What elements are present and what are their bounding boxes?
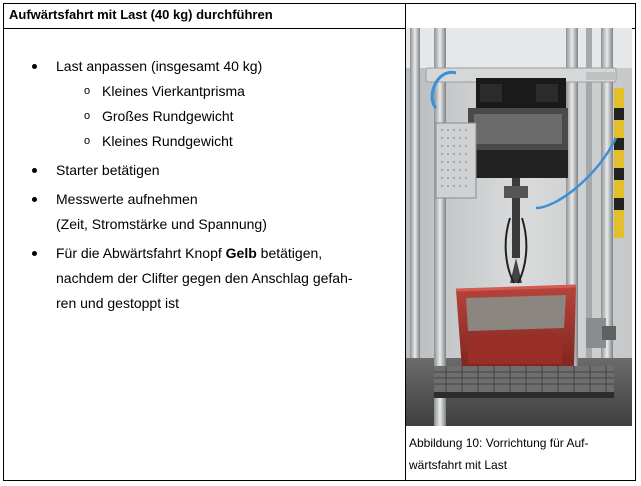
list-item-text: Starter betätigen <box>56 162 160 178</box>
caption-line: Abbildung 10: Vorrichtung für Auf- <box>409 436 589 450</box>
sub-list-item-text: Kleines Vierkantprisma <box>102 83 245 99</box>
list-item-text-continued: ren und gestoppt ist <box>56 295 179 311</box>
sub-list-item <box>4 79 404 104</box>
circle-bullet-icon: o <box>84 135 91 147</box>
list-item-downward <box>4 241 404 316</box>
list-item-text-continued: nachdem der Clifter gegen den Anschlag gefah- <box>56 270 353 286</box>
list-item-text: Last anpassen (insgesamt 40 kg) <box>56 58 263 74</box>
bullet-icon <box>32 64 37 69</box>
list-item-text-continued: (Zeit, Stromstärke und Spannung) <box>56 216 267 232</box>
figure-caption <box>409 432 634 476</box>
sub-list-item-text: Großes Rundgewicht <box>102 108 234 124</box>
circle-bullet-icon: o <box>84 110 91 122</box>
sub-list-item-text: Kleines Rundgewicht <box>102 133 233 149</box>
button-color-label: Gelb <box>225 245 257 261</box>
instruction-list <box>4 54 404 316</box>
list-item-text: Messwerte aufnehmen <box>56 191 198 207</box>
list-item-starter <box>4 158 404 183</box>
header-divider <box>4 28 405 29</box>
caption-line: wärtsfahrt mit Last <box>409 458 508 472</box>
list-item-measure <box>4 187 404 237</box>
section-title: Aufwärtsfahrt mit Last (40 kg) durchführen <box>9 7 273 22</box>
apparatus-photo <box>406 28 632 426</box>
sub-list-item <box>4 129 404 154</box>
list-item-text: betätigen, <box>256 245 323 261</box>
list-item-text: Für die Abwärtsfahrt Knopf <box>56 245 226 261</box>
bullet-icon <box>32 251 37 256</box>
list-item-load <box>4 54 404 79</box>
apparatus-photo-image <box>406 28 632 426</box>
sub-list-item <box>4 104 404 129</box>
circle-bullet-icon: o <box>84 85 91 97</box>
bullet-icon <box>32 197 37 202</box>
bullet-icon <box>32 168 37 173</box>
